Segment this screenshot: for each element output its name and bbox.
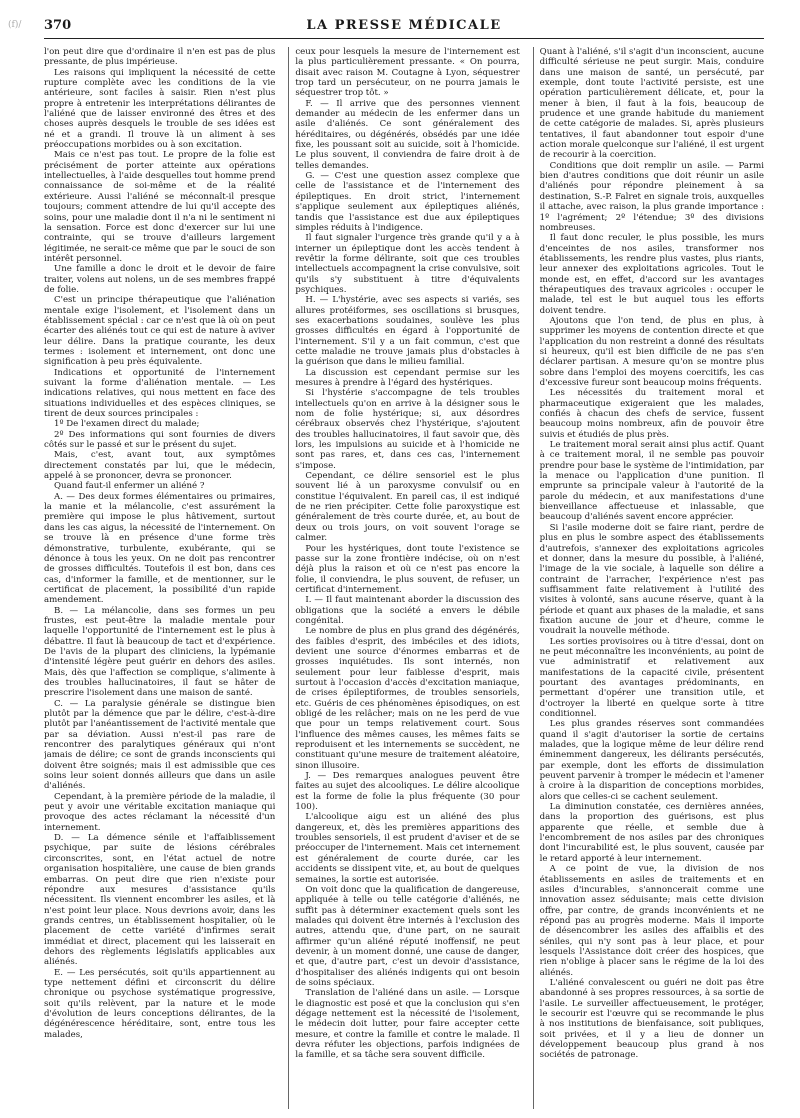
paragraph: ceux pour lesquels la mesure de l'internement est la plus particulièrement pressante. « On pourra, disait avec raison M. Coutagne à Lyon, séquestrer trop tard un persécuteur, on ne pourra jamais le séquestrer trop tôt. » [295,47,520,99]
paragraph: E. — Les persécutés, soit qu'ils appartiennent au type nettement défini et circonscrit du délire chronique ou psychose systématique progressive, soit qu'ils relèvent, par la nature et le mode d'évolution de leurs conceptions délirantes, de la dégénérescence héréditaire, sont, entre tous les malades, [44,967,276,1040]
margin-mark: (f)/ [8,20,22,30]
paragraph: 2º Des informations qui sont fournies de divers côtés sur le passé et sur le présent du sujet. [44,429,276,451]
paragraph: B. — La mélancolie, dans ses formes un peu frustes, est peut-être la maladie mentale pour laquelle l'opportunité de l'internement est le plus à débattre. Il faut là beaucoup de tact et d'expérience. De l'avis de la plupart des cliniciens, la lypémanie d'intensité légère peut guérir en dehors des asiles. Mais, dès que l'affection se complique, s'alimente à des troubles hallucinatoires, il faut se hâter de prescrire l'isolement dans une maison de santé. [44,605,276,699]
column-2 [288,47,519,1109]
paragraph: C'est un principe thérapeutique que l'aliénation mentale exige l'isolement, et l'isolement dans un établissement spécial : car ce n'est que là où on peut écarter des aliénés tout ce qui est de nature à aviver leur délire. Dans la pratique courante, les deux termes : isolement et internement, ont donc une signification à peu près équivalente. [44,295,276,368]
page-header [44,18,764,36]
paragraph: F. — Il arrive que des personnes viennent demander au médecin de les enfermer dans un asile d'aliénés. Ce sont généralement des héréditaires, ou dégénérés, obsédés par une idée fixe, les poussant soit au suicide, soit à l'homicide. Le plus souvent, il conviendra de faire droit à de telles demandes. [295,98,520,171]
paragraph: Quand faut-il enfermer un aliéné ? [54,481,205,492]
paragraph: On voit donc que la qualification de dangereuse, appliquée à telle ou telle catégorie d'aliénés, ne suffit pas à déterminer exactement quels sont les malades qui doivent être internés à l'exclusion des autres, attendu que, d'une part, on ne saurait affirmer qu'un aliéné réputé inoffensif, ne peut devenir, à un moment donné, une cause de danger, et que, d'autre part, c'est un devoir d'assistance, d'hospitaliser des aliénés indigents qui ont besoin de soins spéciaux. [295,884,520,988]
paragraph: A. — Des deux formes élémentaires ou primaires, la manie et la mélancolie, c'est assurément la première qui impose le plus hâtivement, surtout dans les cas aigus, la nécessité de l'internement. On se trouve là en présence d'une forme très démonstrative, turbulente, exubérante, qui se dénonce à tous les yeux. On ne doit pas rencontrer de grosses difficultés. Toutefois il est bon, dans ces cas, d'informer la famille, et de mentionner, sur le certificat de placement, la possibilité d'un rapide amendement. [44,491,276,606]
paragraph: I. — Il faut maintenant aborder la discussion des obligations que la société a envers le débile congénital. [295,595,520,626]
paragraph: L'alcoolique aigu est un aliéné des plus dangereux, et, dès les premières apparitions des troubles sensoriels, il est prudent d'aviser et de se préoccuper de l'internement. Mais cet internement est généralement de courte durée, car les accidents se dissipent vite, et, au bout de quelques semaines, la sortie est autorisée. [295,812,520,885]
column-1 [44,47,275,1109]
paragraph: l'on peut dire que d'ordinaire il n'en est pas de plus pressante, de plus impérieuse. [44,47,276,68]
page-number: 370 [44,18,72,33]
paragraph: Ajoutons que l'on tend, de plus en plus, à supprimer les moyens de contention directe et que l'application du non restreint a donné des résultats si heureux, qu'il est bien difficile de ne pas s'en déclarer partisan. A mesure qu'on se montre plus sobre dans l'emploi des moyens coercitifs, les cas d'excessive fureur sont beaucoup moins fréquents. [539,315,764,388]
paragraph: Une famille a donc le droit et le devoir de faire traiter, volens aut nolens, un de ses membres frappé de folie. [44,264,276,295]
text-columns [44,47,764,1109]
paragraph: D. — La démence sénile et l'affaiblissement psychique, par suite de lésions cérébrales circonscrites, sont, en l'état actuel de notre organisation hospitalière, une cause de bien grands embarras. On peut dire que rien n'existe pour répondre aux mesures d'assistance qu'ils nécessitent. Ils viennent encombrer les asiles, et là n'est point leur place. Nous devrions avoir, dans les grands centres, un établissement hospitalier, où le placement de cette variété d'infirmes serait immédiat et direct, placement qui les laisserait en dehors des règlements législatifs applicables aux aliénés. [44,833,276,968]
paragraph: Le nombre de plus en plus grand des dégénérés, des faibles d'esprit, des imbéciles et des idiots, devient une source d'énormes embarras et de grosses inquiétudes. Ils sont internés, non seulement pour leur faiblesse d'esprit, mais surtout à l'occasion d'accès d'excitation maniaque, de crises épileptiformes, de troubles sensoriels, etc. Guéris de ces phénomènes épisodiques, on est obligé de les relâcher; mais on ne les perd de vue que pour un temps relativement court. Sous l'influence des mêmes causes, les mêmes faits se reproduisent et les internements se succèdent, ne constituant qu'une mesure de traitement aléatoire, sinon illusoire. [295,626,520,771]
paragraph: Mais ce n'est pas tout. Le propre de la folie est précisément de porter atteinte aux opérations intellectuelles, à l'aide desquelles tout homme prend connaissance de soi-même et de la réalité extérieure. Aussi l'aliéné se méconnaît-il presque toujours; comment attendre de lui qu'il accepte des soins, pour une maladie dont il n'a ni le sentiment ni la sensation. Force est donc d'exercer sur lui une contrainte, qui se trouve d'ailleurs largement légitimée, ne serait-ce même que par le souci de son intérêt personnel. [44,150,276,264]
paragraph: L'aliéné convalescent ou guéri ne doit pas être abandonné à ses propres ressources, à sa sortie de l'asile. Le surveiller affectueusement, le protéger, le secourir est l'œuvre qui se recommande le plus à nos institutions de bienfaisance, soit publiques, soit privées, et il y a lieu de donner un développement beaucoup plus grand à nos sociétés de patronage. [539,977,764,1061]
paragraph: Si l'asile moderne doit se faire riant, perdre de plus en plus le sombre aspect des établissements d'autrefois, s'annexer des exploitations agricoles et donner, dans la mesure du possible, à l'aliéné, l'image de la vie sociale, à laquelle son délire a contraint de l'arracher, l'expérience n'est pas suffisamment faite relativement à l'utilité des visites à volonté, sans aucune réserve, quant à la période et quant aux phases de la maladie, et sans fixation aucune de jour et d'heure, comme le voudrait la nouvelle méthode. [539,522,764,637]
paragraph: Cependant, ce délire sensoriel est le plus souvent lié à un paroxysme convulsif ou en constitue l'équivalent. En pareil cas, il est indiqué de ne rien précipiter. Cette folie paroxystique est généralement de très courte durée, et, au bout de deux ou trois jours, on voit souvent l'orage se calmer. [295,471,520,544]
paragraph: Les nécessités du traitement moral et pharmaceutique exigeraient que les malades, confiés à chacun des chefs de service, fussent beaucoup moins nombreux, afin de pouvoir être suivis et étudiés de plus près. [539,388,764,440]
paragraph: G. — C'est une question assez complexe que celle de l'assistance et de l'internement des épileptiques. En droit strict, l'internement s'applique seulement aux épileptiques aliénés, tandis que l'assistance est due aux épileptiques simples réduits à l'indigence. [295,171,520,233]
paragraph: Les sorties provisoires ou à titre d'essai, dont on ne peut méconnaître les inconvénients, au point de vue administratif et relativement aux manifestations de la capacité civile, présentent pourtant des avantages prédominants, en permettant d'opérer une transition utile, et d'octroyer la liberté en quelque sorte à titre conditionnel. [539,636,764,719]
paragraph: Translation de l'aliéné dans un asile. — Lorsque le diagnostic est posé et que la conclusion qui s'en dégage nettement est la nécessité de l'isolement, le médecin doit lutter, pour faire accepter cette mesure, et contre la famille et contre le malade. Il devra réfuter les objections, parfois indignées de la famille, et sa tâche sera souvent difficile. [295,988,520,1061]
paragraph: Si l'hystérie s'accompagne de tels troubles intellectuels qu'on en arrive à la désigner sous le nom de folie hystérique; si, aux désordres cérébraux observés chez l'hystérique, s'ajoutent des troubles hallucinatoires, il faut savoir que, dès lors, les impulsions au suicide et à l'homicide ne sont pas rares, et, dans ces cas, l'internement s'impose. [295,388,520,471]
paragraph: Les raisons qui impliquent la nécessité de cette rupture complète avec les conditions de la vie antérieure, sont faciles à saisir. Rien n'est plus propre à entretenir les interprétations délirantes de l'aliéné que de laisser environné des êtres et des choses auprès desquels le trouble de ses idées est né et a grandi. Il trouve là un aliment à ses préoccupations morbides ou à son excitation. [44,67,276,151]
paragraph: Il faut donc reculer, le plus possible, les murs d'enceintes de nos asiles, transformer nos établissements, les rendre plus vastes, plus riants, leur annexer des exploitations agricoles. Tout le monde est, en effet, d'accord sur les avantages thérapeutiques des travaux agricoles : occuper le malade, tel est le but auquel tous les efforts doivent tendre. [539,233,764,316]
paragraph: Mais, c'est, avant tout, aux symptômes directement constatés par lui, que le médecin, appelé à se prononcer, devra se prononcer. [44,450,276,482]
paragraph: Le traitement moral serait ainsi plus actif. Quant à ce traitement moral, il ne semble pas pouvoir prendre pour base le système de l'intimidation, par la menace ou l'application d'une punition. Il emprunte sa principale valeur à l'autorité de la parole du médecin, et aux manifestations d'une bienveillance affectueuse et inlassable, que beaucoup d'aliénés savent encore apprécier. [539,440,764,523]
paragraph: Cependant, à la première période de la maladie, il peut y avoir une véritable excitation maniaque qui provoque des actes réclamant la nécessité d'un internement. [44,791,276,833]
column-3 [533,47,764,1109]
paragraph: Pour les hystériques, dont toute l'existence se passe sur la zone frontière indécise, où on n'est déjà plus la raison et où ce n'est pas encore la folie, il conviendra, le plus souvent, de refuser, un certificat d'internement. [295,543,520,595]
paragraph: H. — L'hystérie, avec ses aspects si variés, ses allures protéiformes, ses oscillations si brusques, ses exacerbations soudaines, soulève les plus grosses difficultés en égard à l'opportunité de l'internement. S'il y a un fait commun, c'est que cette maladie ne trouve jamais plus d'obstacles à la guérison que dans le milieu familial. [295,295,520,368]
journal-title: LA PRESSE MÉDICALE [306,18,502,33]
paragraph: Conditions que doit remplir un asile. — Parmi bien d'autres conditions que doit réunir un asile d'aliénés pour répondre pleinement à sa destination, S.-P. Falret en signale trois, auxquelles il attache, avec raison, la plus grande importance : 1º l'agrément; 2º l'étendue; 3º des divisions nombreuses. [539,160,764,233]
paragraph: 1º De l'examen direct du malade; [54,419,200,430]
header-rule [44,38,764,39]
paragraph: La discussion est cependant permise sur les mesures à prendre à l'égard des hystériques. [295,367,520,388]
paragraph: Indications et opportunité de l'internement suivant la forme d'aliénation mentale. — Les indications relatives, qui nous mettent en face des situations individuelles et des espèces cliniques, se tirent de deux sources principales : [44,367,276,420]
paragraph: C. — La paralysie générale se distingue bien plutôt par la démence que par le délire, c'est-à-dire plutôt par l'anéantissement de l'activité mentale que par sa déviation. Aussi n'est-il pas rare de rencontrer des paralytiques généraux qui n'ont jamais de délire; ce sont de grands inconscients qui doivent être soignés; mais il est admissible que ces soins leur soient donnés ailleurs que dans un asile d'aliénés. [44,698,276,792]
paragraph: Il faut signaler l'urgence très grande qu'il y a à interner un épileptique dont les accès tendent à revêtir la forme délirante, soit que ces troubles intellectuels accompagnent la crise convulsive, soit qu'ils s'y substituent à titre d'équivalents psychiques. [295,233,520,295]
paragraph: A ce point de vue, la division de nos établissements en asiles de traitements et en asiles d'incurables, s'annoncerait comme une innovation assez séduisante; mais cette division offre, par contre, de grands inconvénients et ne répond pas au progrès moderne. Mais il importe de désencombrer les asiles des affaiblis et des séniles, qui n'y sont pas à leur place, et pour lesquels l'Assistance doit créer des hospices, que rien n'oblige à placer sans le régime de la loi des aliénés. [539,864,764,978]
paragraph: Quant à l'aliéné, s'il s'agit d'un inconscient, aucune difficulté sérieuse ne peut surgir. Mais, conduire dans une maison de santé, un persécuté, par exemple, dont toute l'activité persiste, est une opération particulièrement délicate, et, pour la mener à bien, il faut à la fois, beaucoup de prudence et une grande habitude du maniement de cette catégorie de malades. Si, après plusieurs tentatives, il faut abandonner tout espoir d'une action morale quelconque sur l'aliéné, il est urgent de recourir à la coercition. [539,47,764,161]
paragraph: Les plus grandes réserves sont commandées quand il s'agit d'autoriser la sortie de certains malades, que la logique même de leur délire rend éminemment dangereux, les délirants persécutés, par exemple, dont les efforts de dissimulation peuvent parvenir à tromper le médecin et l'amener à croire à la disparition de conceptions morbides, alors que celles-ci se cachent seulement. [539,719,764,802]
paragraph: La diminution constatée, ces dernières années, dans la proportion des guérisons, est plus apparente que réelle, et semble due à l'encombrement de nos asiles par des chroniques dont l'incurabilité est, le plus souvent, causée par le retard apporté à leur internement. [539,802,764,864]
paragraph: J. — Des remarques analogues peuvent être faites au sujet des alcooliques. Le délire alcoolique est la forme de folie la plus fréquente (30 pour 100). [295,771,520,813]
